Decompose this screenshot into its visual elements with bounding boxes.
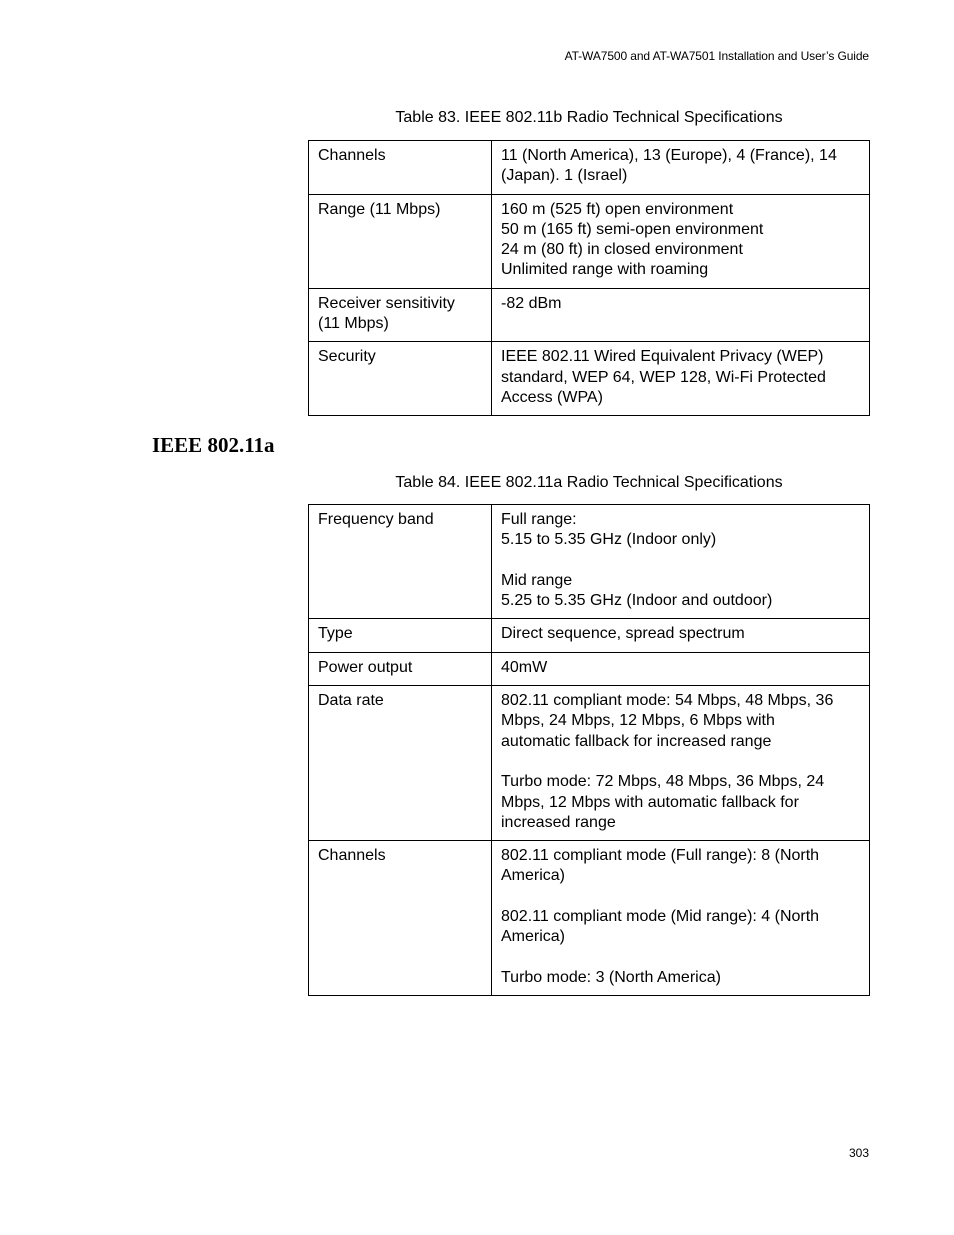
table-83-body — [309, 141, 870, 416]
spec-value: -82 dBm — [501, 294, 562, 312]
spec-label: Channels — [318, 847, 386, 865]
spec-value: increased range — [501, 813, 616, 831]
table-row — [309, 841, 870, 996]
spec-value: 802.11 compliant mode: 54 Mbps, 48 Mbps, 36 — [501, 692, 834, 710]
table-row — [309, 505, 870, 619]
spec-label: (11 Mbps) — [318, 315, 389, 333]
paragraph-gap — [501, 551, 860, 571]
spec-label-cell — [309, 686, 492, 841]
spec-value: automatic fallback for increased range — [501, 732, 772, 750]
table-row — [309, 141, 870, 195]
page-number: 303 — [848, 1146, 869, 1160]
spec-value: standard, WEP 64, WEP 128, Wi-Fi Protected — [501, 368, 826, 386]
table-row — [309, 619, 870, 652]
spec-label-cell — [309, 342, 492, 416]
spec-label: Data rate — [318, 692, 384, 710]
spec-label-cell — [309, 288, 492, 342]
spec-value-cell — [492, 841, 870, 996]
spec-label-cell — [309, 841, 492, 996]
table-row — [309, 288, 870, 342]
spec-value: Unlimited range with roaming — [501, 261, 709, 279]
spec-value-cell — [492, 505, 870, 619]
spec-value: 802.11 compliant mode (Mid range): 4 (North — [501, 908, 820, 926]
spec-value: Turbo mode: 72 Mbps, 48 Mbps, 36 Mbps, 24 — [501, 773, 825, 791]
spec-value: Mbps, 24 Mbps, 12 Mbps, 6 Mbps with — [501, 712, 775, 730]
spec-value: 5.15 to 5.35 GHz (Indoor only) — [501, 531, 717, 549]
spec-label-cell — [309, 505, 492, 619]
spec-value: 11 (North America), 13 (Europe), 4 (France), 14 — [501, 147, 837, 164]
spec-value: Full range: — [501, 511, 577, 528]
spec-value: 802.11 compliant mode (Full range): 8 (North — [501, 847, 820, 865]
spec-value-cell — [492, 652, 870, 685]
paragraph-gap — [501, 752, 860, 772]
table-row — [309, 194, 870, 288]
spec-label: Receiver sensitivity — [318, 294, 455, 312]
table-83-radio-specs — [308, 140, 870, 416]
spec-label: Range (11 Mbps) — [318, 200, 441, 218]
spec-value: Direct sequence, spread spectrum — [501, 625, 745, 643]
table-84-body — [309, 505, 870, 996]
spec-value: 24 m (80 ft) in closed environment — [501, 241, 743, 259]
spec-label-cell — [309, 141, 492, 195]
spec-value: Access (WPA) — [501, 388, 603, 406]
spec-value: 50 m (165 ft) semi-open environment — [501, 220, 764, 238]
spec-value: 40mW — [501, 658, 548, 676]
spec-value: America) — [501, 867, 566, 885]
paragraph-gap — [501, 948, 860, 968]
spec-label: Type — [318, 625, 353, 643]
spec-value-cell — [492, 686, 870, 841]
spec-value-cell — [492, 288, 870, 342]
spec-value: Turbo mode: 3 (North America) — [501, 968, 721, 986]
spec-value: Mid range — [501, 571, 573, 589]
running-header: AT-WA7500 and AT-WA7501 Installation and User’s Guide — [564, 49, 869, 63]
spec-value: IEEE 802.11 Wired Equivalent Privacy (WEP) — [501, 348, 824, 366]
spec-value-cell — [492, 194, 870, 288]
table-83-caption: Table 83. IEEE 802.11b Radio Technical Specifications — [395, 109, 783, 126]
table-84-caption: Table 84. IEEE 802.11a Radio Technical Specifications — [395, 474, 783, 491]
spec-value: (Japan). 1 (Israel) — [501, 167, 628, 185]
table-row — [309, 686, 870, 841]
table-84-radio-specs — [308, 504, 870, 996]
spec-value: 5.25 to 5.35 GHz (Indoor and outdoor) — [501, 592, 773, 610]
spec-value: 160 m (525 ft) open environment — [501, 200, 734, 218]
spec-label: Frequency band — [318, 511, 434, 528]
spec-value: America) — [501, 928, 566, 946]
spec-label-cell — [309, 652, 492, 685]
table-row — [309, 652, 870, 685]
spec-value-cell — [492, 342, 870, 416]
section-heading: IEEE 802.11a — [152, 433, 275, 457]
spec-label-cell — [309, 194, 492, 288]
spec-value-cell — [492, 141, 870, 195]
paragraph-gap — [501, 887, 860, 907]
spec-value-cell — [492, 619, 870, 652]
spec-label: Channels — [318, 147, 386, 164]
spec-label: Security — [318, 348, 376, 366]
spec-value: Mbps, 12 Mbps with automatic fallback for — [501, 793, 799, 811]
spec-label-cell — [309, 619, 492, 652]
table-row — [309, 342, 870, 416]
spec-label: Power output — [318, 658, 413, 676]
